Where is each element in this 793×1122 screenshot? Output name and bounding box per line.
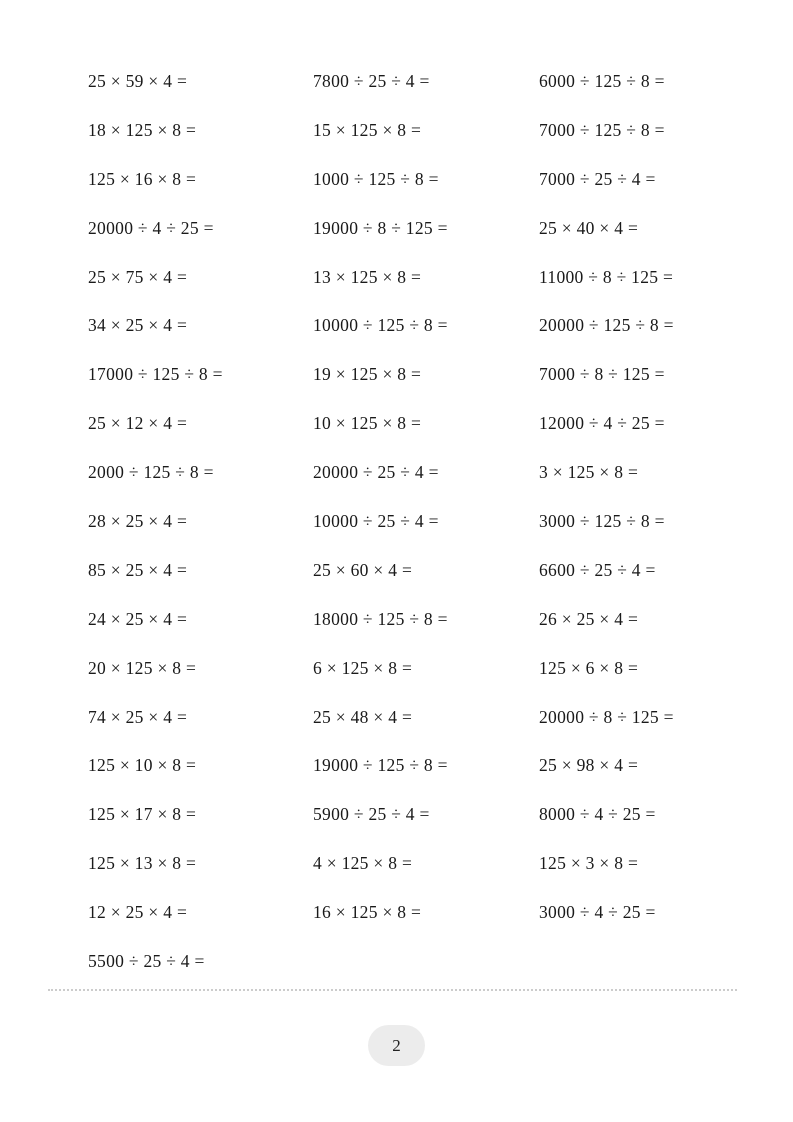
problem-expression: 12000 ÷ 4 ÷ 25 = [539, 413, 665, 434]
page-number-badge [368, 1025, 425, 1066]
problem-expression: 125 × 3 × 8 = [539, 853, 639, 874]
problem-expression: 25 × 40 × 4 = [539, 217, 639, 238]
problem-expression: 7000 ÷ 25 ÷ 4 = [539, 168, 656, 189]
problem-expression: 1000 ÷ 125 ÷ 8 = [313, 168, 439, 189]
problem-expression: 13 × 125 × 8 = [313, 266, 422, 287]
problem-expression: 19 × 125 × 8 = [313, 364, 422, 385]
problem-expression: 25 × 75 × 4 = [88, 266, 188, 287]
problem-expression: 6600 ÷ 25 ÷ 4 = [539, 559, 656, 580]
problem-expression: 125 × 17 × 8 = [88, 804, 197, 825]
problem-expression: 3000 ÷ 125 ÷ 8 = [539, 510, 665, 531]
problem-expression: 6 × 125 × 8 = [313, 657, 413, 678]
problem-expression: 18 × 125 × 8 = [88, 119, 197, 140]
problem-expression: 7800 ÷ 25 ÷ 4 = [313, 70, 430, 91]
problem-expression: 3000 ÷ 4 ÷ 25 = [539, 902, 656, 923]
problem-expression: 19000 ÷ 125 ÷ 8 = [313, 755, 448, 776]
problem-expression: 20000 ÷ 4 ÷ 25 = [88, 217, 214, 238]
problem-expression: 3 × 125 × 8 = [539, 462, 639, 483]
problem-expression: 125 × 16 × 8 = [88, 168, 197, 189]
problem-expression: 85 × 25 × 4 = [88, 559, 188, 580]
problem-expression: 5500 ÷ 25 ÷ 4 = [88, 950, 205, 971]
problem-expression: 6000 ÷ 125 ÷ 8 = [539, 70, 665, 91]
page-number: 2 [392, 1035, 401, 1055]
problem-expression: 25 × 48 × 4 = [313, 706, 413, 727]
problem-expression: 25 × 98 × 4 = [539, 755, 639, 776]
problem-expression: 125 × 6 × 8 = [539, 657, 639, 678]
problem-expression: 4 × 125 × 8 = [313, 853, 413, 874]
problem-expression: 10000 ÷ 25 ÷ 4 = [313, 510, 439, 531]
problem-expression: 7000 ÷ 8 ÷ 125 = [539, 364, 665, 385]
problem-expression: 34 × 25 × 4 = [88, 315, 188, 336]
problem-expression: 26 × 25 × 4 = [539, 608, 639, 629]
problem-expression [539, 937, 748, 986]
problem-expression: 125 × 10 × 8 = [88, 755, 197, 776]
problem-expression: 20000 ÷ 8 ÷ 125 = [539, 706, 674, 727]
dotted-divider [48, 989, 737, 991]
problem-expression: 7000 ÷ 125 ÷ 8 = [539, 119, 665, 140]
problem-expression: 25 × 59 × 4 = [88, 70, 188, 91]
problem-expression: 25 × 60 × 4 = [313, 559, 413, 580]
problem-expression: 20000 ÷ 125 ÷ 8 = [539, 315, 674, 336]
problem-expression: 18000 ÷ 125 ÷ 8 = [313, 608, 448, 629]
problem-expression: 15 × 125 × 8 = [313, 119, 422, 140]
problem-expression: 25 × 12 × 4 = [88, 413, 188, 434]
problem-expression [313, 937, 539, 986]
problem-expression: 17000 ÷ 125 ÷ 8 = [88, 364, 223, 385]
problem-expression: 12 × 25 × 4 = [88, 902, 188, 923]
problem-expression: 2000 ÷ 125 ÷ 8 = [88, 462, 214, 483]
problem-expression: 10000 ÷ 125 ÷ 8 = [313, 315, 448, 336]
problem-expression: 11000 ÷ 8 ÷ 125 = [539, 266, 674, 287]
problem-expression: 19000 ÷ 8 ÷ 125 = [313, 217, 448, 238]
problem-expression: 20 × 125 × 8 = [88, 657, 197, 678]
problem-expression: 8000 ÷ 4 ÷ 25 = [539, 804, 656, 825]
problem-expression: 28 × 25 × 4 = [88, 510, 188, 531]
problem-expression: 10 × 125 × 8 = [313, 413, 422, 434]
problem-expression: 20000 ÷ 25 ÷ 4 = [313, 462, 439, 483]
problem-expression: 125 × 13 × 8 = [88, 853, 197, 874]
problems-grid [88, 57, 748, 986]
problem-expression: 74 × 25 × 4 = [88, 706, 188, 727]
problem-expression: 24 × 25 × 4 = [88, 608, 188, 629]
problem-expression: 16 × 125 × 8 = [313, 902, 422, 923]
problem-expression: 5900 ÷ 25 ÷ 4 = [313, 804, 430, 825]
